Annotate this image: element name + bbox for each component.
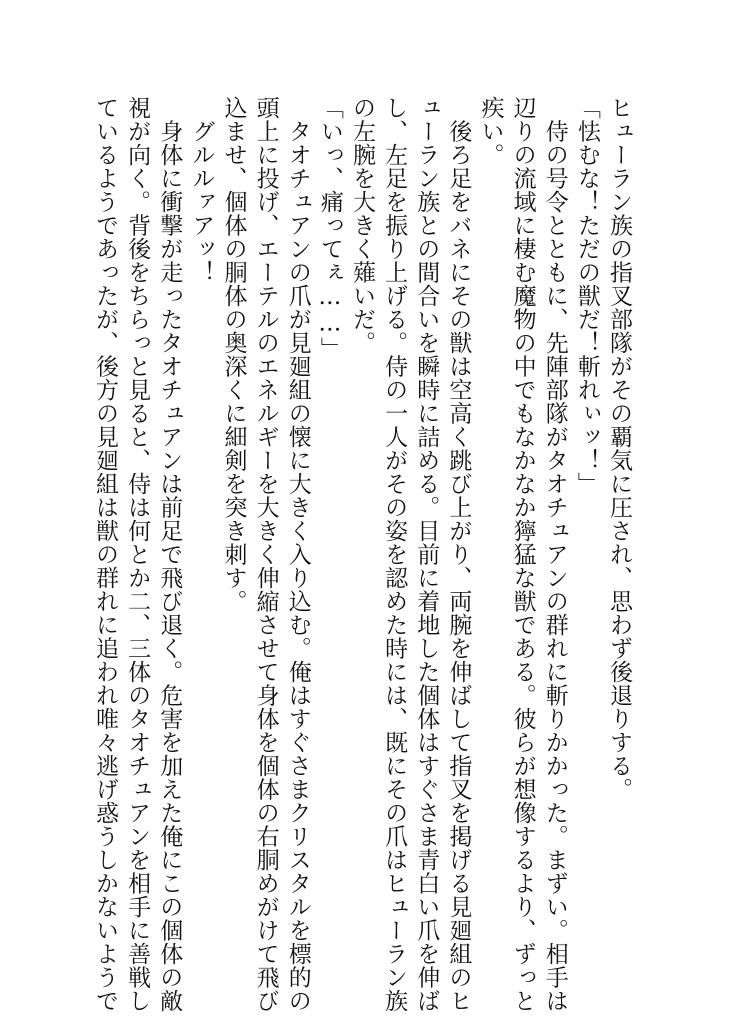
text-line: 視が向く。背後をちらっと見ると、侍は何とか二、三体のタオチュアンを相手に善戦し (124, 96, 151, 1013)
text-line: の左腕を大きく薙いだ。 (349, 96, 375, 355)
text-line: ているようであったが、後方の見廻組は獣の群れに追われ唯々逃げ惑うしかないようで (92, 96, 118, 1013)
text-line: 侍の号令とともに、先陣部隊がタオチュアンの群れに斬りかかった。まずい。相手は (541, 96, 568, 1013)
text-line: ューラン族との間合いを瞬時に詰める。目前に着地した個体はすぐさま青白い爪を伸ば (413, 96, 440, 1013)
text-line: 「いっ、痛ってぇ……」 (316, 96, 343, 361)
text-line: 「怯むな！ただの獣だ！斬れぃッ！」 (573, 96, 600, 496)
text-line: 頭上に投げ、エーテルのエネルギーを大きく伸縮させて身体を個体の右胴めがけて飛び (252, 96, 279, 1013)
text-line: タオチュアンの爪が見廻組の懐に大きく入り込む。俺はすぐさまクリスタルを標的の (284, 96, 311, 1013)
text-line: 身体に衝撃が走ったタオチュアンは前足で飛び退く。危害を加えた俺にこの個体の敵 (156, 96, 183, 1013)
text-line: 込ませ、個体の胴体の奥深くに細剣を突き刺す。 (220, 96, 247, 613)
text-line: グルルァアッ！ (188, 96, 215, 284)
text-line: ヒューラン族の指叉部隊がその覇気に圧され、思わず後退りする。 (606, 96, 632, 801)
text-line: 辺りの流域に棲む魔物の中でもなかなか獰猛な獣である。彼らが想像するより、ずっと (509, 96, 536, 1013)
text-line: 後ろ足をバネにその獣は空高く跳び上がり、両腕を伸ばして指叉を掲げる見廻組のヒ (445, 96, 472, 1013)
text-line: 疾い。 (477, 96, 504, 167)
vertical-text-body (92, 96, 632, 1013)
text-line: し、左足を振り上げる。侍の一人がその姿を認めた時には、既にその爪はヒューラン族 (381, 96, 408, 1013)
